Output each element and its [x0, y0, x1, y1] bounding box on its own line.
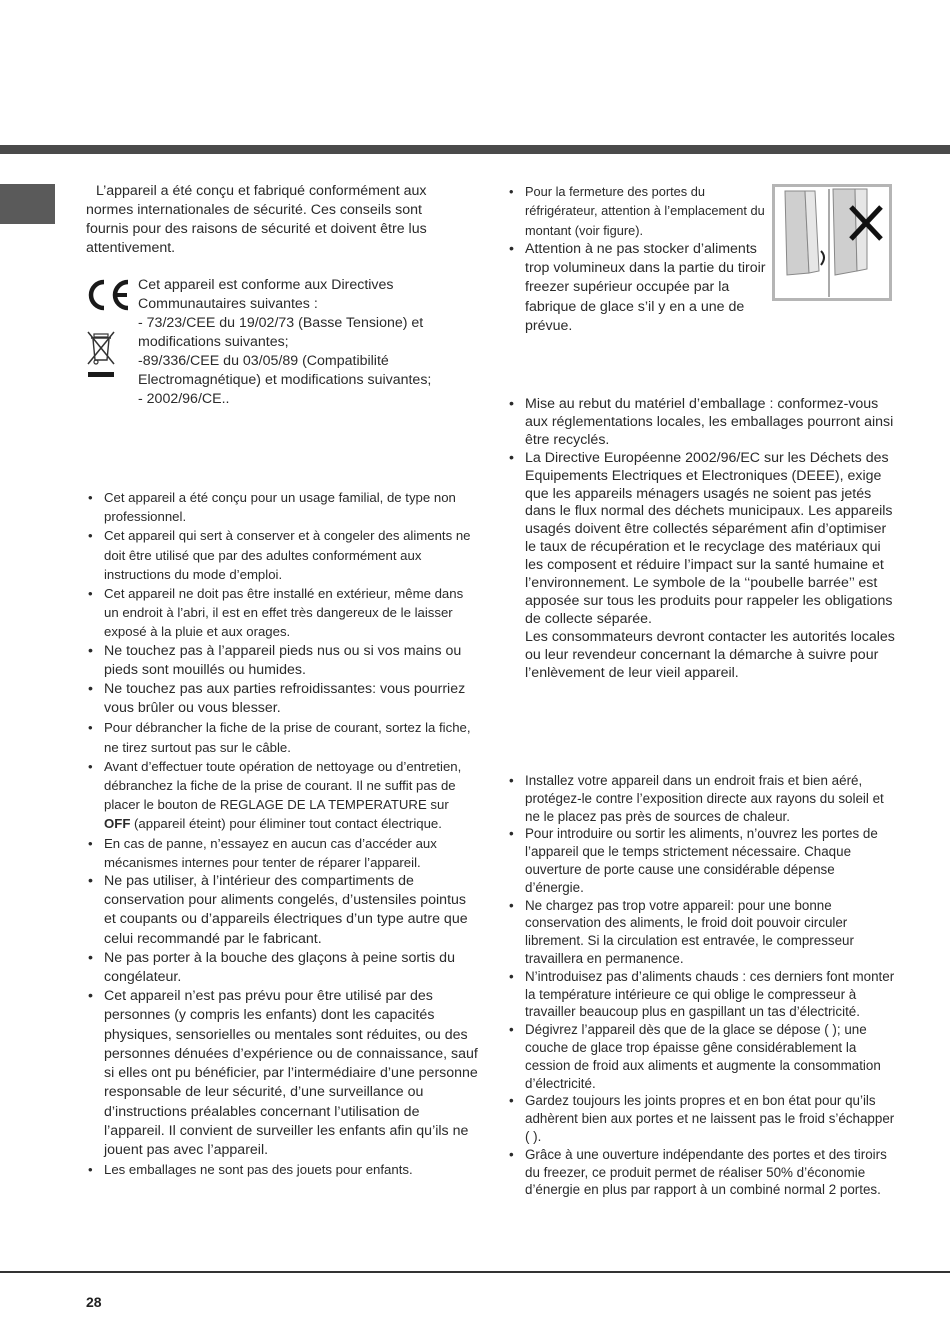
list-item: • Attention à ne pas stocker d’aliments trop volumineux dans la partie du tiroir freezer supérieur occupée par la fabrique de glace s’il y en a une de prévue. — [507, 240, 767, 336]
compliance-line: Cet appareil est conforme aux Directives — [138, 277, 394, 293]
compliance-line: -89/336/CEE du 03/05/89 (Compatibilité — [138, 353, 389, 369]
list-item: • Cet appareil ne doit pas être installé en extérieur, même dans un endroit à l’abri, il est en effet très dangereux de le laisser exposé à la pluie et aux orages. — [86, 584, 478, 642]
compliance-line: Electromagnétique) et modifications suivantes; — [138, 372, 432, 388]
door-warnings-list — [507, 182, 767, 336]
list-item: • Pour la fermeture des portes du réfrigérateur, attention à l’emplacement du montant (voir figure). — [507, 182, 767, 240]
disposal-list — [507, 396, 897, 683]
list-item: • Ne touchez pas à l’appareil pieds nus ou si vos mains ou pieds sont mouillés ou humides. — [86, 642, 478, 680]
list-item: • N’introduisez pas d’aliments chauds : ces derniers font monter la température intérieure ce qui oblige le compresseur à travailler beaucoup plus en gaspillant un tas d’électricité. — [507, 968, 897, 1021]
compliance-text — [138, 276, 478, 409]
language-tab — [0, 184, 55, 224]
list-item: • Cet appareil a été conçu pour un usage familial, de type non professionnel. — [86, 488, 478, 526]
compliance-line: - 2002/96/CE.. — [138, 391, 230, 407]
footer-rule — [0, 1271, 950, 1273]
list-item: • Ne pas porter à la bouche des glaçons à peine sortis du congélateur. — [86, 949, 478, 987]
list-item: • Mise au rebut du matériel d’emballage : conformez-vous aux réglementations locales, les emballages pourront ainsi être recyclés. — [507, 396, 897, 450]
page-number: 28 — [86, 1294, 102, 1310]
list-item: • Installez votre appareil dans un endroit frais et bien aéré, protégez-le contre l’exposition directe aux rayons du soleil et ne le placez pas près de sources de chaleur. — [507, 772, 897, 825]
fridge-door-icon — [775, 187, 889, 298]
safety-list — [86, 488, 478, 1179]
intro-paragraph: L’appareil a été conçu et fabriqué conformément aux normes internationales de sécurité. Ces conseils sont fournis pour des raisons de sécurité et doivent être lus attentivement. — [86, 183, 427, 256]
list-item: • En cas de panne, n’essayez en aucun cas d’accéder aux mécanismes internes pour tenter de réparer l’appareil. — [86, 834, 478, 872]
list-item: • Ne chargez pas trop votre appareil: pour une bonne conservation des aliments, le froid doit pouvoir circuler librement. Si la circulation est entravée, le compresseur travaillera en permanence. — [507, 897, 897, 968]
compliance-line: Communautaires suivantes : — [138, 296, 318, 312]
door-illustration — [772, 184, 892, 301]
list-item: • Grâce à une ouverture indépendante des portes et des tiroirs du freezer, ce produit permet de réaliser 50% d’économie d’énergie en plus par rapport à un combiné normal 2 portes. — [507, 1146, 897, 1199]
list-item: • Avant d’effectuer toute opération de nettoyage ou d’entretien, débranchez la fiche de la prise de courant. Il ne suffit pas de placer le bouton de REGLAGE DE LA TEMPERATURE sur OFF (appareil éteint) pour éliminer tout contact électrique. — [86, 757, 478, 834]
list-item: • Cet appareil qui sert à conserver et à congeler des aliments ne doit être utilisé que par des adultes conformément aux instructions du mode d’emploi. — [86, 526, 478, 584]
list-item: • Gardez toujours les joints propres et en bon état pour qu’ils adhèrent bien aux portes et ne laissent pas le froid s’échapper ( ). — [507, 1092, 897, 1145]
list-item: • Pour introduire ou sortir les aliments, n’ouvrez les portes de l’appareil que le temps strictement nécessaire. Chaque ouverture de porte cause une considérable dépense d’énergie. — [507, 825, 897, 896]
compliance-line: - 73/23/CEE du 19/02/73 (Basse Tensione) et — [138, 315, 424, 331]
list-item: • La Directive Européenne 2002/96/EC sur les Déchets des Equipements Electriques et Electroniques (DEEE), exige que les appareils ménagers usagés ne soient pas jetés dans le flux normal des déchets municipaux. Les appareils usagés doivent être collectés séparément afin d’optimiser le taux de récupération et le recyclage des matériaux qui les composent et réduire l’impact sur la santé humaine et l’environnement. Le symbole de la ‘‘poubelle barrée’’ est apposée sur tous les produits pour rappeler les obligations de collecte séparée. — [507, 450, 897, 629]
crossed-bin-icon — [86, 328, 116, 378]
list-item: Les consommateurs devront contacter les autorités locales ou leur revendeur concernant la démarche à suivre pour l’enlèvement de leur vieil appareil. — [525, 628, 895, 681]
list-item: • Dégivrez l’appareil dès que de la glace se dépose ( ); une couche de glace trop épaisse gêne considérablement la cession de froid aux aliments et augmente la consommation d’électricité. — [507, 1021, 897, 1092]
energy-saving-list — [507, 772, 897, 1199]
list-item: • Cet appareil n’est pas prévu pour être utilisé par des personnes (y compris les enfants) dont les capacités physiques, sensorielles ou mentales sont réduites, ou des personnes dénuées d’expérience ou de connaissance, sauf si elles ont pu bénéficier, par l’intermédiaire d’une personne responsable de leur sécurité, d’une surveillance ou d’instructions préalables concernant l’utilisation de l’appareil. Il convient de surveiller les enfants afin qu’ils ne jouent pas avec l’appareil. — [86, 987, 478, 1160]
header-bar — [0, 145, 950, 154]
ce-mark-icon — [84, 278, 134, 312]
list-item: • Les emballages ne sont pas des jouets pour enfants. — [86, 1160, 478, 1179]
list-item: • Pour débrancher la fiche de la prise de courant, sortez la fiche, ne tirez surtout pas sur le câble. — [86, 718, 478, 756]
list-item: • Ne touchez pas aux parties refroidissantes: vous pourriez vous brûler ou vous blesser. — [86, 680, 478, 718]
list-item: • Ne pas utiliser, à l’intérieur des compartiments de conservation pour aliments congelés, d’ustensiles pointus et coupants ou d’appareils électriques d’un type autre que celui recommandé par le fabricant. — [86, 872, 478, 949]
compliance-line: modifications suivantes; — [138, 334, 289, 350]
